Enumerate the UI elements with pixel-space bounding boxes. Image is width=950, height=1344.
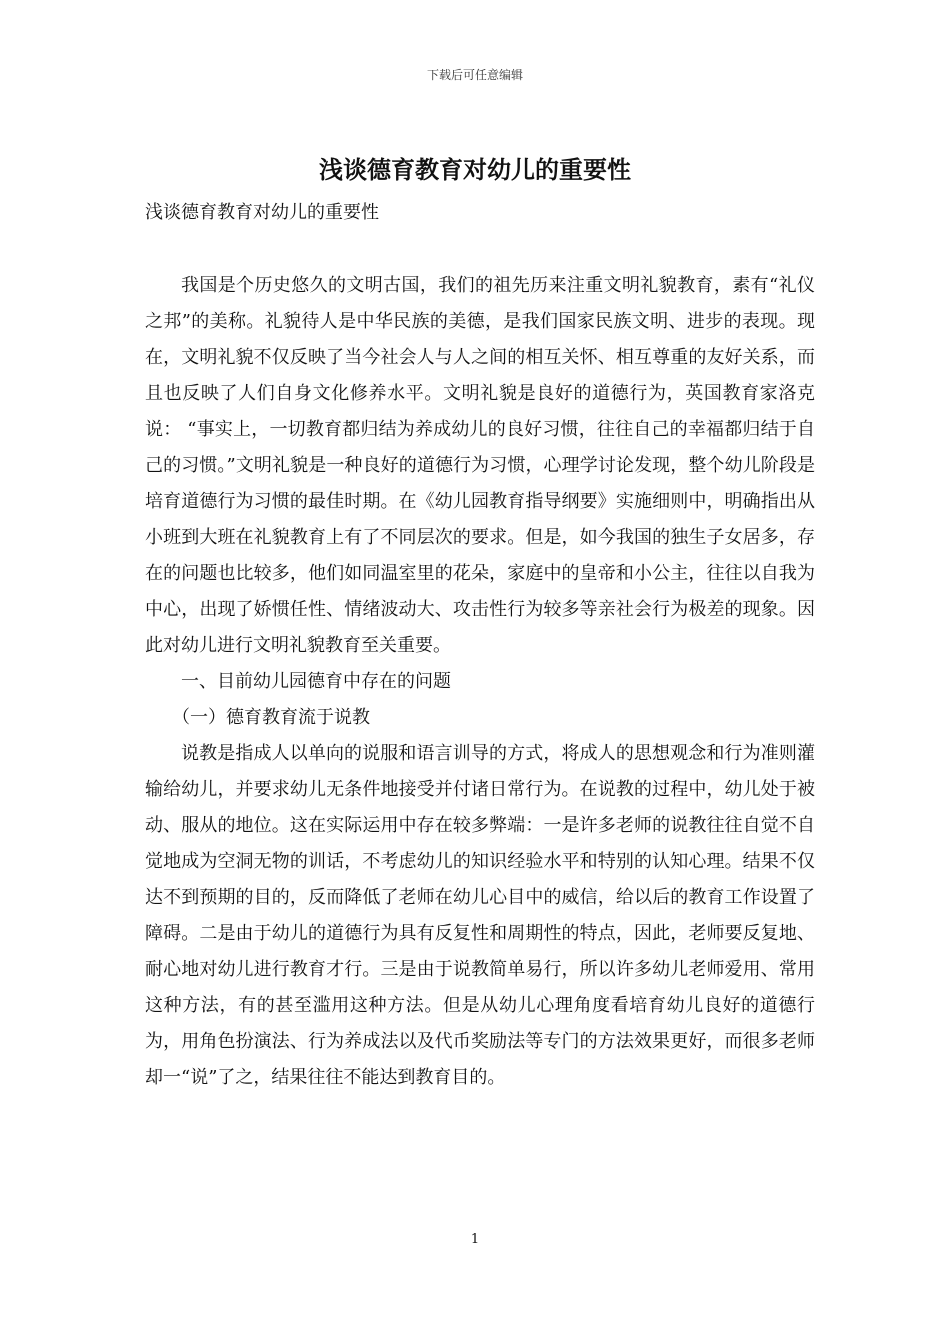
document-title: 浅谈德育教育对幼儿的重要性 xyxy=(319,155,631,184)
document-subtitle: 浅谈德育教育对幼儿的重要性 xyxy=(145,202,379,223)
subsection-heading: （一）德育教育流于说教 xyxy=(172,707,370,728)
page-number: 1 xyxy=(470,1232,480,1247)
paragraph-intro: 我国是个历史悠久的文明古国，我们的祖先历来注重文明礼貌教育，素有“礼仪之邦”的美称。礼貌待人是中华民族的美德，是我们国家民族文明、进步的表现。现在，文明礼貌不仅反映了当今社会人与人之间的相互关怀、相互尊重的友好关系，而且也反映了人们自身文化修养水平。文明礼貌是良好的道德行为，英国教育家洛克说： “事实上，一切教育都归结为养成幼儿的良好习惯，往往自己的幸福都归结于自己的习惯。”文明礼貌是一种良好的道德行为习惯，心理学讨论发现，整个幼儿阶段是培育道德行为习惯的最佳时期。在《幼儿园教育指导纲要》实施细则中，明确指出从小班到大班在礼貌教育上有了不同层次的要求。但是，如今我国的独生子女居多，存在的问题也比较多，他们如同温室里的花朵，家庭中的皇帝和小公主，往往以自我为中心，出现了娇惯任性、情绪波动大、攻击性行为较多等亲社会行为极差的现象。因此对幼儿进行文明礼貌教育至关重要。 xyxy=(145,275,815,656)
document-body xyxy=(145,268,815,1096)
paragraph-preaching: 说教是指成人以单向的说服和语言训导的方式，将成人的思想观念和行为准则灌输给幼儿，并要求幼儿无条件地接受并付诸日常行为。在说教的过程中，幼儿处于被动、服从的地位。这在实际运用中存在较多弊端：一是许多老师的说教往往自觉不自觉地成为空洞无物的训话，不考虑幼儿的知识经验水平和特别的认知心理。结果不仅达不到预期的目的，反而降低了老师在幼儿心目中的威信，给以后的教育工作设置了障碍。二是由于幼儿的道德行为具有反复性和周期性的特点，因此，老师要反复地、耐心地对幼儿进行教育才行。三是由于说教简单易行，所以许多幼儿老师爱用、常用这种方法，有的甚至滥用这种方法。但是从幼儿心理角度看培育幼儿良好的道德行为，用角色扮演法、行为养成法以及代币奖励法等专门的方法效果更好，而很多老师却一“说”了之，结果往往不能达到教育目的。 xyxy=(145,743,815,1088)
section-heading: 一、目前幼儿园德育中存在的问题 xyxy=(181,671,451,692)
page-header-note: 下载后可任意编辑 xyxy=(426,68,523,82)
